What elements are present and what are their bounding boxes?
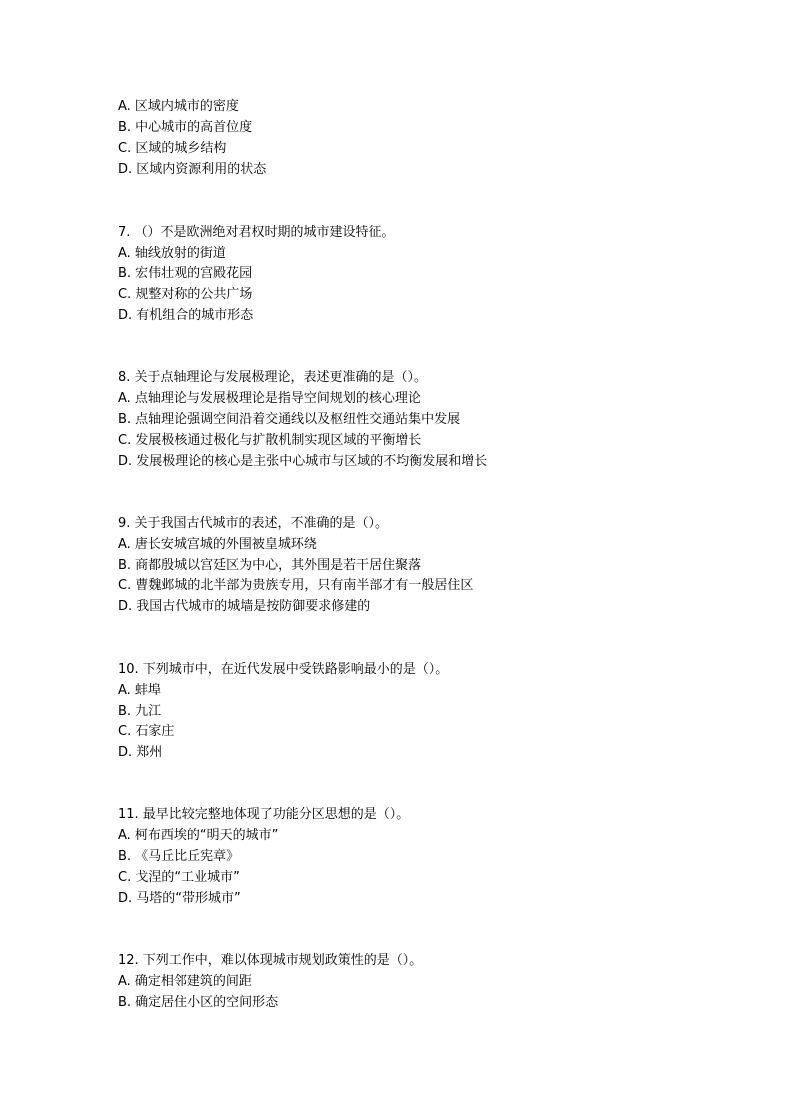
option-c: C. 曹魏邺城的北半部为贵族专用，只有南半部才有一般居住区 xyxy=(118,578,474,593)
option-d: D. 发展极理论的核心是主张中心城市与区域的不均衡发展和增长 xyxy=(118,454,488,469)
option-c: C. 规整对称的公共广场 xyxy=(118,287,253,302)
option-b: B. 《马丘比丘宪章》 xyxy=(118,849,240,864)
question-stem: 10. 下列城市中，在近代发展中受铁路影响最小的是（）。 xyxy=(118,662,449,677)
question-stem: 8. 关于点轴理论与发展极理论，表述更准确的是（）。 xyxy=(118,370,428,385)
option-d: D. 我国古代城市的城墙是按防御要求修建的 xyxy=(118,599,371,614)
question-stem: 7. （）不是欧洲绝对君权时期的城市建设特征。 xyxy=(118,225,395,240)
option-b: B. 九江 xyxy=(118,704,162,719)
question-stem: 11. 最早比较完整地体现了功能分区思想的是（）。 xyxy=(118,807,410,822)
option-b: B. 宏伟壮观的宫殿花园 xyxy=(118,266,253,281)
option-a: A. 唐长安城宫城的外围被皇城环绕 xyxy=(118,537,317,552)
option-c: C. 石家庄 xyxy=(118,724,175,739)
option-a: A. 点轴理论与发展极理论是指导空间规划的核心理论 xyxy=(118,391,421,406)
option-a: A. 蚌埠 xyxy=(118,683,161,698)
option-a: A. 轴线放射的街道 xyxy=(118,246,226,261)
option-c: C. 戈涅的“工业城市” xyxy=(118,870,240,885)
option-b: B. 确定居住小区的空间形态 xyxy=(118,995,279,1010)
option-d: D. 马塔的“带形城市” xyxy=(118,891,241,906)
question-stem: 9. 关于我国古代城市的表述，不准确的是（）。 xyxy=(118,516,389,531)
option-d: D. 有机组合的城市形态 xyxy=(118,308,254,323)
option-b: B. 点轴理论强调空间沿着交通线以及枢纽性交通站集中发展 xyxy=(118,412,461,427)
option-d: D. 区域内资源利用的状态 xyxy=(118,162,267,177)
option-a: A. 区域内城市的密度 xyxy=(118,99,239,114)
option-c: C. 区域的城乡结构 xyxy=(118,141,227,156)
option-b: B. 商都殷城以宫廷区为中心，其外围是若干居住聚落 xyxy=(118,558,422,573)
option-d: D. 郑州 xyxy=(118,745,163,760)
option-a: A. 柯布西埃的“明天的城市” xyxy=(118,828,279,843)
question-stem: 12. 下列工作中，难以体现城市规划政策性的是（）。 xyxy=(118,953,423,968)
option-a: A. 确定相邻建筑的间距 xyxy=(118,974,252,989)
option-b: B. 中心城市的高首位度 xyxy=(118,120,253,135)
option-c: C. 发展极核通过极化与扩散机制实现区域的平衡增长 xyxy=(118,433,422,448)
